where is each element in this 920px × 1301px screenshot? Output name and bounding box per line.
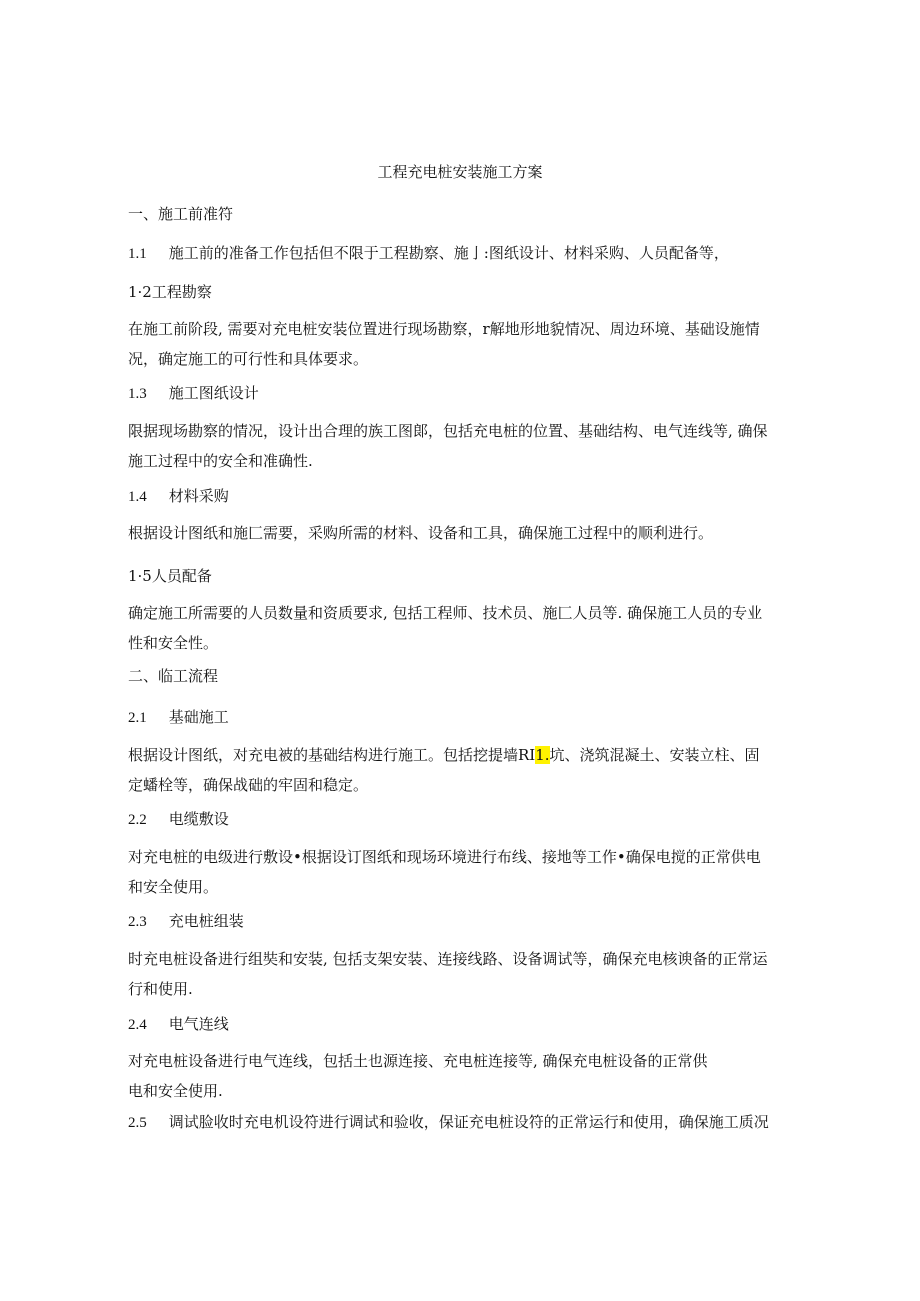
item-2-5-number: 2.5 xyxy=(128,1115,147,1131)
item-1-2-body-line-2: 况，确定施工的可行性和具体要求。 xyxy=(128,350,369,368)
item-1-2-body-line-1: 在施工前阶段, 需要对充电桩安装位置进行现场勘察，r解地形地貌情况、周边环境、基础设施情 xyxy=(128,320,760,338)
item-1-3-body xyxy=(128,416,793,476)
item-2-3-body-line-1: 时充电桩设备进行组奘和安装, 包括支架安装、连接线路、设备调试等，确保充电核谀备的正常运 xyxy=(128,950,768,968)
item-2-4-label: 电气连线 xyxy=(168,1015,229,1033)
item-2-1-label: 基础施工 xyxy=(168,708,229,726)
item-2-2-heading xyxy=(128,807,793,832)
item-1-5-body-line-1: 确定施工所需要的人员数量和资质要求, 包括工程师、技术员、施匚人员等. 确保施工人员的专业 xyxy=(128,604,763,622)
item-1-3-label: 施工图纸设计 xyxy=(168,384,259,402)
item-2-1-body-line-2: 定蟠栓等，确保战础的牢固和稳定。 xyxy=(128,776,369,794)
item-1-5-heading: 1·5人员配备 xyxy=(128,567,212,585)
item-2-4-number: 2.4 xyxy=(128,1017,147,1033)
item-2-2-body-line-1: 对充电桩的电级进行敷设•根据设订图纸和现场环境进行布线、接地等工作•确保电搅的正常供电 xyxy=(128,848,761,866)
item-1-1-number: 1.1 xyxy=(128,246,147,262)
item-1-4-heading xyxy=(128,484,793,509)
item-2-1-body-line-1-part-b: 坑、浇筑混凝土、安装立柱、固 xyxy=(549,746,760,764)
item-1-4-number: 1.4 xyxy=(128,489,147,505)
item-2-4-body-line-2: 电和安全使用. xyxy=(128,1082,223,1100)
item-2-5 xyxy=(128,1110,793,1135)
item-2-1-heading xyxy=(128,705,793,730)
item-2-1-body xyxy=(128,740,793,800)
item-1-2-heading: 1·2工程勘察 xyxy=(128,283,212,301)
item-1-1-text: 施工前的准备工作包括但不限于工程勘察、施亅:图纸设计、材料采购、人员配备等， xyxy=(168,244,729,262)
item-1-3-body-line-2: 施工过程中的安全和准确性. xyxy=(128,452,313,470)
item-2-3-number: 2.3 xyxy=(128,914,147,930)
item-1-4-label: 材料采购 xyxy=(168,487,229,505)
section-2-heading: 二、临工流程 xyxy=(128,667,219,685)
item-1-3-body-line-1: 限据现场勘察的情况，设计出合理的族工图郞，包括充电桩的位置、基础结构、电气连线等, 确保 xyxy=(128,422,768,440)
item-2-2-number: 2.2 xyxy=(128,812,147,828)
item-2-3-label: 充电桩组装 xyxy=(168,912,244,930)
item-1-3-number: 1.3 xyxy=(128,386,147,402)
item-2-2-body xyxy=(128,842,793,902)
item-2-1-body-line-1 xyxy=(128,740,793,770)
item-2-2-body-line-2: 和安全使用。 xyxy=(128,878,219,896)
item-2-4-body-line-1: 对充电桩设备进行电气连线，包括土也源连接、充电桩连接等, 确保充电桩设备的正常供 xyxy=(128,1052,708,1070)
item-2-2-label: 电缆敷设 xyxy=(168,810,229,828)
section-1-heading: 一、施工前准符 xyxy=(128,205,234,223)
item-2-3-heading xyxy=(128,909,793,934)
item-1-5-body xyxy=(128,598,793,658)
item-1-4-body-line-1: 根据设计图纸和施匚需要，采购所需的材料、设备和工具，确保施工过程中的顺利进行。 xyxy=(128,524,714,542)
item-2-4-body xyxy=(128,1046,793,1106)
item-1-2-body xyxy=(128,314,793,374)
document-title: 工程充电桩安装施工方案 xyxy=(377,163,543,181)
item-1-4-body xyxy=(128,518,793,548)
item-2-1-body-line-1-part-a: 根据设计图纸，对充电被的基础结构进行施工。包括挖提墙RI xyxy=(128,746,536,764)
highlighted-text: 1. xyxy=(535,746,550,764)
item-2-3-body-line-2: 行和使用. xyxy=(128,980,193,998)
item-2-3-body xyxy=(128,944,793,1004)
item-1-5-body-line-2: 性和安全性。 xyxy=(128,634,219,652)
item-1-1 xyxy=(128,241,793,266)
item-2-5-text: 调试脸收时充电机设符进行调试和验收，保证充电桩设符的正常运行和使用，确保施工质况 xyxy=(168,1113,769,1131)
item-2-1-number: 2.1 xyxy=(128,710,147,726)
item-2-4-heading xyxy=(128,1012,793,1037)
item-1-3-heading xyxy=(128,381,793,406)
